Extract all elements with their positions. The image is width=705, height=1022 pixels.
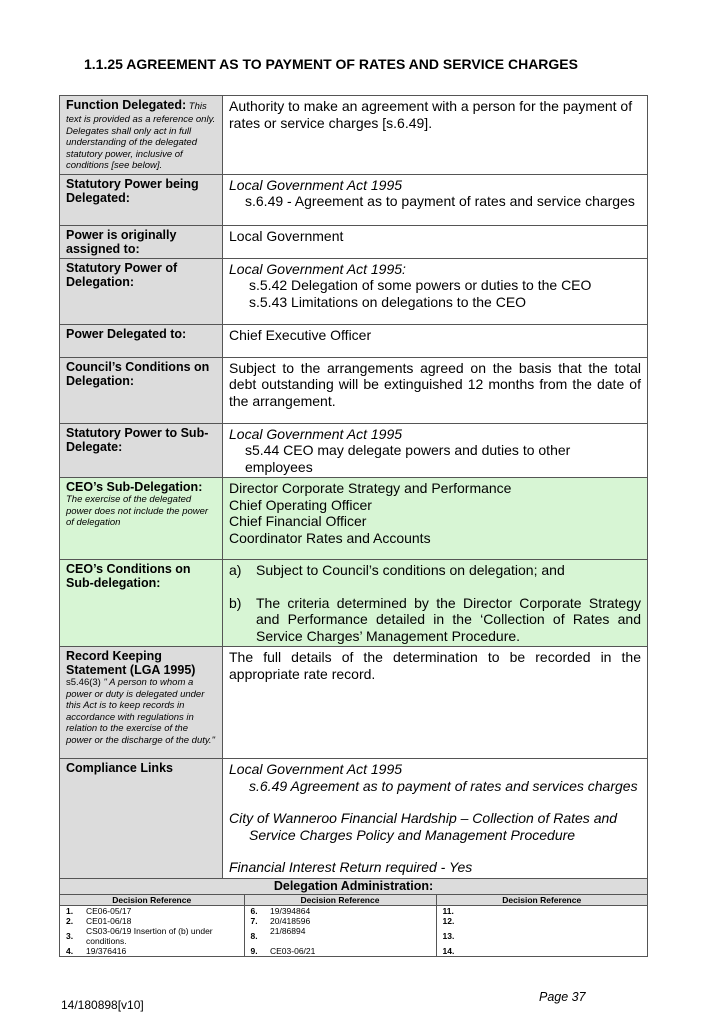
admin-ref: 21/86894	[270, 925, 306, 936]
admin-title: Delegation Administration:	[60, 878, 648, 894]
value-cell	[223, 759, 648, 879]
page-number: Page 37	[539, 990, 586, 1004]
value-cell	[223, 258, 648, 324]
value-cell	[223, 174, 648, 225]
function-note: text is provided as a reference only. Delegates shall only act in full understanding of the delegated statutory power, inclusive of conditions [see below].	[66, 114, 216, 171]
compliance-section: s.6.49 Agreement as to payment of rates and services charges	[249, 777, 638, 794]
admin-cell	[60, 894, 648, 956]
compliance-fir: Financial Interest Return required - Yes	[229, 859, 473, 875]
admin-ref	[460, 916, 647, 926]
assigned-label: Power is originally assigned to:	[60, 225, 223, 258]
condition-letter: a)	[229, 562, 242, 578]
admin-ref: CE06-05/17	[86, 905, 132, 916]
condition-item	[229, 595, 641, 645]
row-ceo-sub-delegation	[60, 478, 648, 560]
sub-delegate-power-act: Local Government Act 1995	[229, 425, 403, 442]
admin-num: 12.	[436, 916, 460, 926]
condition-text: The criteria determined by the Director Corporate Strategy and Performance detailed in the ‘Collection of Rates and Service Charges’ Management Procedure.	[256, 594, 641, 644]
admin-header	[60, 895, 647, 906]
delegated-to-value: Chief Executive Officer	[223, 324, 648, 357]
admin-num: 7.	[244, 916, 268, 926]
label-cell	[60, 96, 223, 175]
admin-ref	[460, 946, 647, 956]
admin-num: 13.	[436, 926, 460, 946]
page-heading: 1.1.25 AGREEMENT AS TO PAYMENT OF RATES AND SERVICE CHARGES	[84, 56, 578, 72]
row-power-of-delegation	[60, 258, 648, 324]
admin-ref: CE03-06/21	[270, 945, 316, 956]
admin-num: 3.	[66, 930, 74, 941]
row-record-keeping	[60, 647, 648, 759]
power-of-delegation-section: s.5.43 Limitations on delegations to the CEO	[249, 293, 527, 310]
record-keeping-quote: " A person to whom a power or duty is delegated under this Act is to keep records in accordance with regulations in relation to the exercise of the power or the discharge of the duty."	[66, 677, 215, 746]
admin-num: 6.	[244, 905, 268, 916]
row-sub-delegate-power	[60, 423, 648, 478]
admin-ref	[460, 926, 647, 946]
ceo-sub-delegation-label: CEO’s Sub-Delegation:	[66, 480, 203, 494]
assigned-value: Local Government	[223, 225, 648, 258]
row-compliance	[60, 759, 648, 879]
sub-delegate-power-label: Statutory Power to Sub-Delegate:	[60, 423, 223, 478]
label-cell	[60, 647, 223, 759]
council-conditions-value: Subject to the arrangements agreed on the basis that the total debt outstanding will be extinguished 12 months from the date of the arrangement.	[223, 357, 648, 423]
admin-num: 14.	[436, 946, 460, 956]
function-note-inline: This	[186, 101, 207, 112]
sub-delegate-item: Coordinator Rates and Accounts	[229, 529, 431, 546]
admin-row	[60, 926, 647, 946]
condition-letter: b)	[229, 594, 242, 611]
admin-num: 2.	[66, 915, 74, 926]
admin-num: 4.	[66, 945, 74, 956]
value-cell	[223, 560, 648, 647]
label-cell	[60, 478, 223, 560]
row-assigned	[60, 225, 648, 258]
statutory-power-label: Statutory Power being Delegated:	[60, 174, 223, 225]
sub-delegate-item: Director Corporate Strategy and Performance	[229, 480, 512, 496]
document-reference: 14/180898[v10]	[61, 998, 144, 1012]
row-admin-title	[60, 878, 648, 894]
sub-delegate-item: Chief Financial Officer	[229, 513, 367, 529]
sub-delegate-power-section: s5.44 CEO may delegate powers and duties to other employees	[245, 442, 571, 475]
compliance-label: Compliance Links	[60, 759, 223, 879]
value-cell	[223, 423, 648, 478]
admin-ref: 19/394864	[270, 905, 311, 916]
record-keeping-ref: s5.46(3)	[66, 677, 101, 688]
admin-ref: 20/418596	[270, 915, 311, 926]
admin-ref: CE01-06/18	[86, 915, 132, 926]
record-keeping-label: Record Keeping Statement (LGA 1995)	[66, 649, 196, 677]
row-delegated-to	[60, 324, 648, 357]
admin-row	[60, 916, 647, 926]
admin-num: 9.	[244, 946, 268, 956]
compliance-act: Local Government Act 1995	[229, 761, 403, 777]
power-of-delegation-label: Statutory Power of Delegation:	[60, 258, 223, 324]
admin-col-header: Decision Reference	[60, 895, 244, 906]
record-keeping-statement	[66, 677, 216, 746]
function-value: Authority to make an agreement with a person for the payment of rates or service charges [s.6.49].	[223, 96, 648, 175]
value-cell	[223, 478, 648, 560]
admin-table	[60, 895, 647, 956]
row-ceo-conditions	[60, 560, 648, 647]
ceo-conditions-label: CEO’s Conditions on Sub-delegation:	[60, 560, 223, 647]
power-of-delegation-section: s.5.42 Delegation of some powers or duties to the CEO	[249, 277, 592, 293]
admin-col-header: Decision Reference	[436, 895, 647, 906]
row-function-delegated	[60, 96, 648, 175]
sub-delegate-item: Chief Operating Officer	[229, 496, 372, 513]
delegated-to-label: Power Delegated to:	[60, 324, 223, 357]
condition-text: Subject to Council’s conditions on delegation; and	[256, 562, 565, 578]
admin-ref	[460, 905, 647, 916]
admin-num: 1.	[66, 905, 74, 916]
admin-row	[60, 946, 647, 956]
admin-num: 11.	[436, 905, 460, 916]
row-statutory-power	[60, 174, 648, 225]
condition-item	[229, 562, 641, 579]
admin-ref: 19/376416	[86, 945, 127, 956]
statutory-power-act: Local Government Act 1995	[229, 176, 403, 193]
compliance-policy: City of Wanneroo Financial Hardship – Collection of Rates and	[229, 810, 618, 826]
row-council-conditions	[60, 357, 648, 423]
ceo-sub-delegation-note: The exercise of the delegated power does not include the power of delegation	[66, 494, 209, 528]
function-label: Function Delegated:	[66, 98, 187, 112]
admin-num: 8.	[244, 926, 268, 946]
statutory-power-section: s.6.49 - Agreement as to payment of rates and service charges	[245, 193, 635, 209]
row-admin	[60, 894, 648, 956]
admin-col-header: Decision Reference	[244, 895, 436, 906]
council-conditions-label: Council’s Conditions on Delegation:	[60, 357, 223, 423]
power-of-delegation-act: Local Government Act 1995:	[229, 260, 406, 277]
admin-ref: CS03-06/19 Insertion of (b) under conditions.	[86, 925, 213, 946]
delegation-table	[59, 95, 648, 957]
admin-row	[60, 905, 647, 916]
record-keeping-value: The full details of the determination to be recorded in the appropriate rate record.	[223, 647, 648, 759]
compliance-policy-cont: Service Charges Policy and Management Procedure	[249, 826, 576, 843]
